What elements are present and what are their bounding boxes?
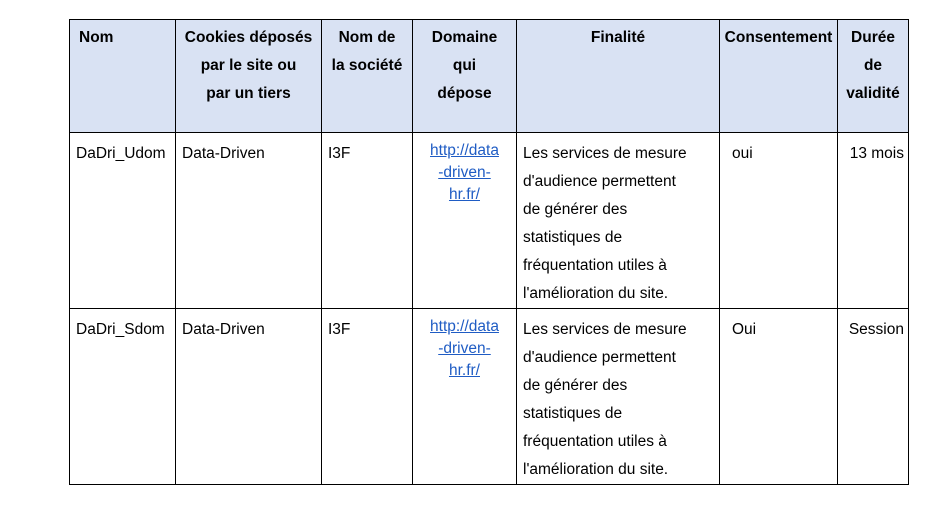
header-nom xyxy=(70,20,176,133)
header-line: Domaine xyxy=(431,29,498,46)
header-cookies-deposes xyxy=(176,20,322,133)
header-row xyxy=(70,20,909,133)
header-consentement xyxy=(720,20,838,133)
finalite-line: statistiques de xyxy=(523,405,623,422)
header-line: Finalité xyxy=(590,29,646,46)
header-line: qui xyxy=(452,57,477,74)
finalite-line: fréquentation utiles à xyxy=(523,257,667,274)
header-line: la société xyxy=(331,57,403,74)
header-finalite xyxy=(517,20,720,133)
cookie-table xyxy=(69,19,909,485)
header-line: par un tiers xyxy=(206,85,291,102)
table-row xyxy=(70,133,909,309)
domain-link-line[interactable]: hr.fr/ xyxy=(448,186,480,203)
header-line: Cookies déposés xyxy=(184,29,313,46)
finalite-line: Les services de mesure xyxy=(523,321,687,338)
finalite-line: d'audience permettent xyxy=(523,173,676,190)
cell-societe: I3F xyxy=(322,309,413,485)
header-line: Nom de xyxy=(338,29,396,46)
table-row xyxy=(70,309,909,485)
cell-consentement: Oui xyxy=(720,309,838,485)
cell-finalite xyxy=(517,309,720,485)
domain-link-line[interactable]: -driven- xyxy=(438,164,491,181)
finalite-line: de générer des xyxy=(523,377,628,394)
finalite-line: l'amélioration du site. xyxy=(523,285,669,302)
header-line: par le site ou xyxy=(200,57,297,74)
domain-link-line[interactable]: http://data xyxy=(430,318,499,335)
header-line: Durée xyxy=(851,29,895,46)
finalite-line: de générer des xyxy=(523,201,628,218)
finalite-line: fréquentation utiles à xyxy=(523,433,667,450)
header-line: de xyxy=(863,57,883,74)
header-line: dépose xyxy=(437,85,492,102)
cell-nom: DaDri_Sdom xyxy=(70,309,176,485)
finalite-line: d'audience permettent xyxy=(523,349,676,366)
cell-societe: I3F xyxy=(322,133,413,309)
header-duree xyxy=(838,20,909,133)
header-societe xyxy=(322,20,413,133)
cell-nom: DaDri_Udom xyxy=(70,133,176,309)
cell-depose-par: Data-Driven xyxy=(176,309,322,485)
finalite-line: l'amélioration du site. xyxy=(523,461,669,478)
header-line: Nom xyxy=(79,29,114,46)
finalite-line: statistiques de xyxy=(523,229,623,246)
header-domaine xyxy=(413,20,517,133)
header-line: validité xyxy=(846,85,900,102)
cell-depose-par: Data-Driven xyxy=(176,133,322,309)
cell-domaine[interactable] xyxy=(413,309,517,485)
cell-duree: Session xyxy=(838,309,909,485)
cell-domaine[interactable] xyxy=(413,133,517,309)
cell-duree: 13 mois xyxy=(838,133,909,309)
domain-link-line[interactable]: -driven- xyxy=(438,340,491,357)
cell-consentement: oui xyxy=(720,133,838,309)
domain-link-line[interactable]: http://data xyxy=(430,142,499,159)
header-line: Consentement xyxy=(724,29,833,46)
cell-finalite xyxy=(517,133,720,309)
finalite-line: Les services de mesure xyxy=(523,145,687,162)
domain-link-line[interactable]: hr.fr/ xyxy=(448,362,480,379)
